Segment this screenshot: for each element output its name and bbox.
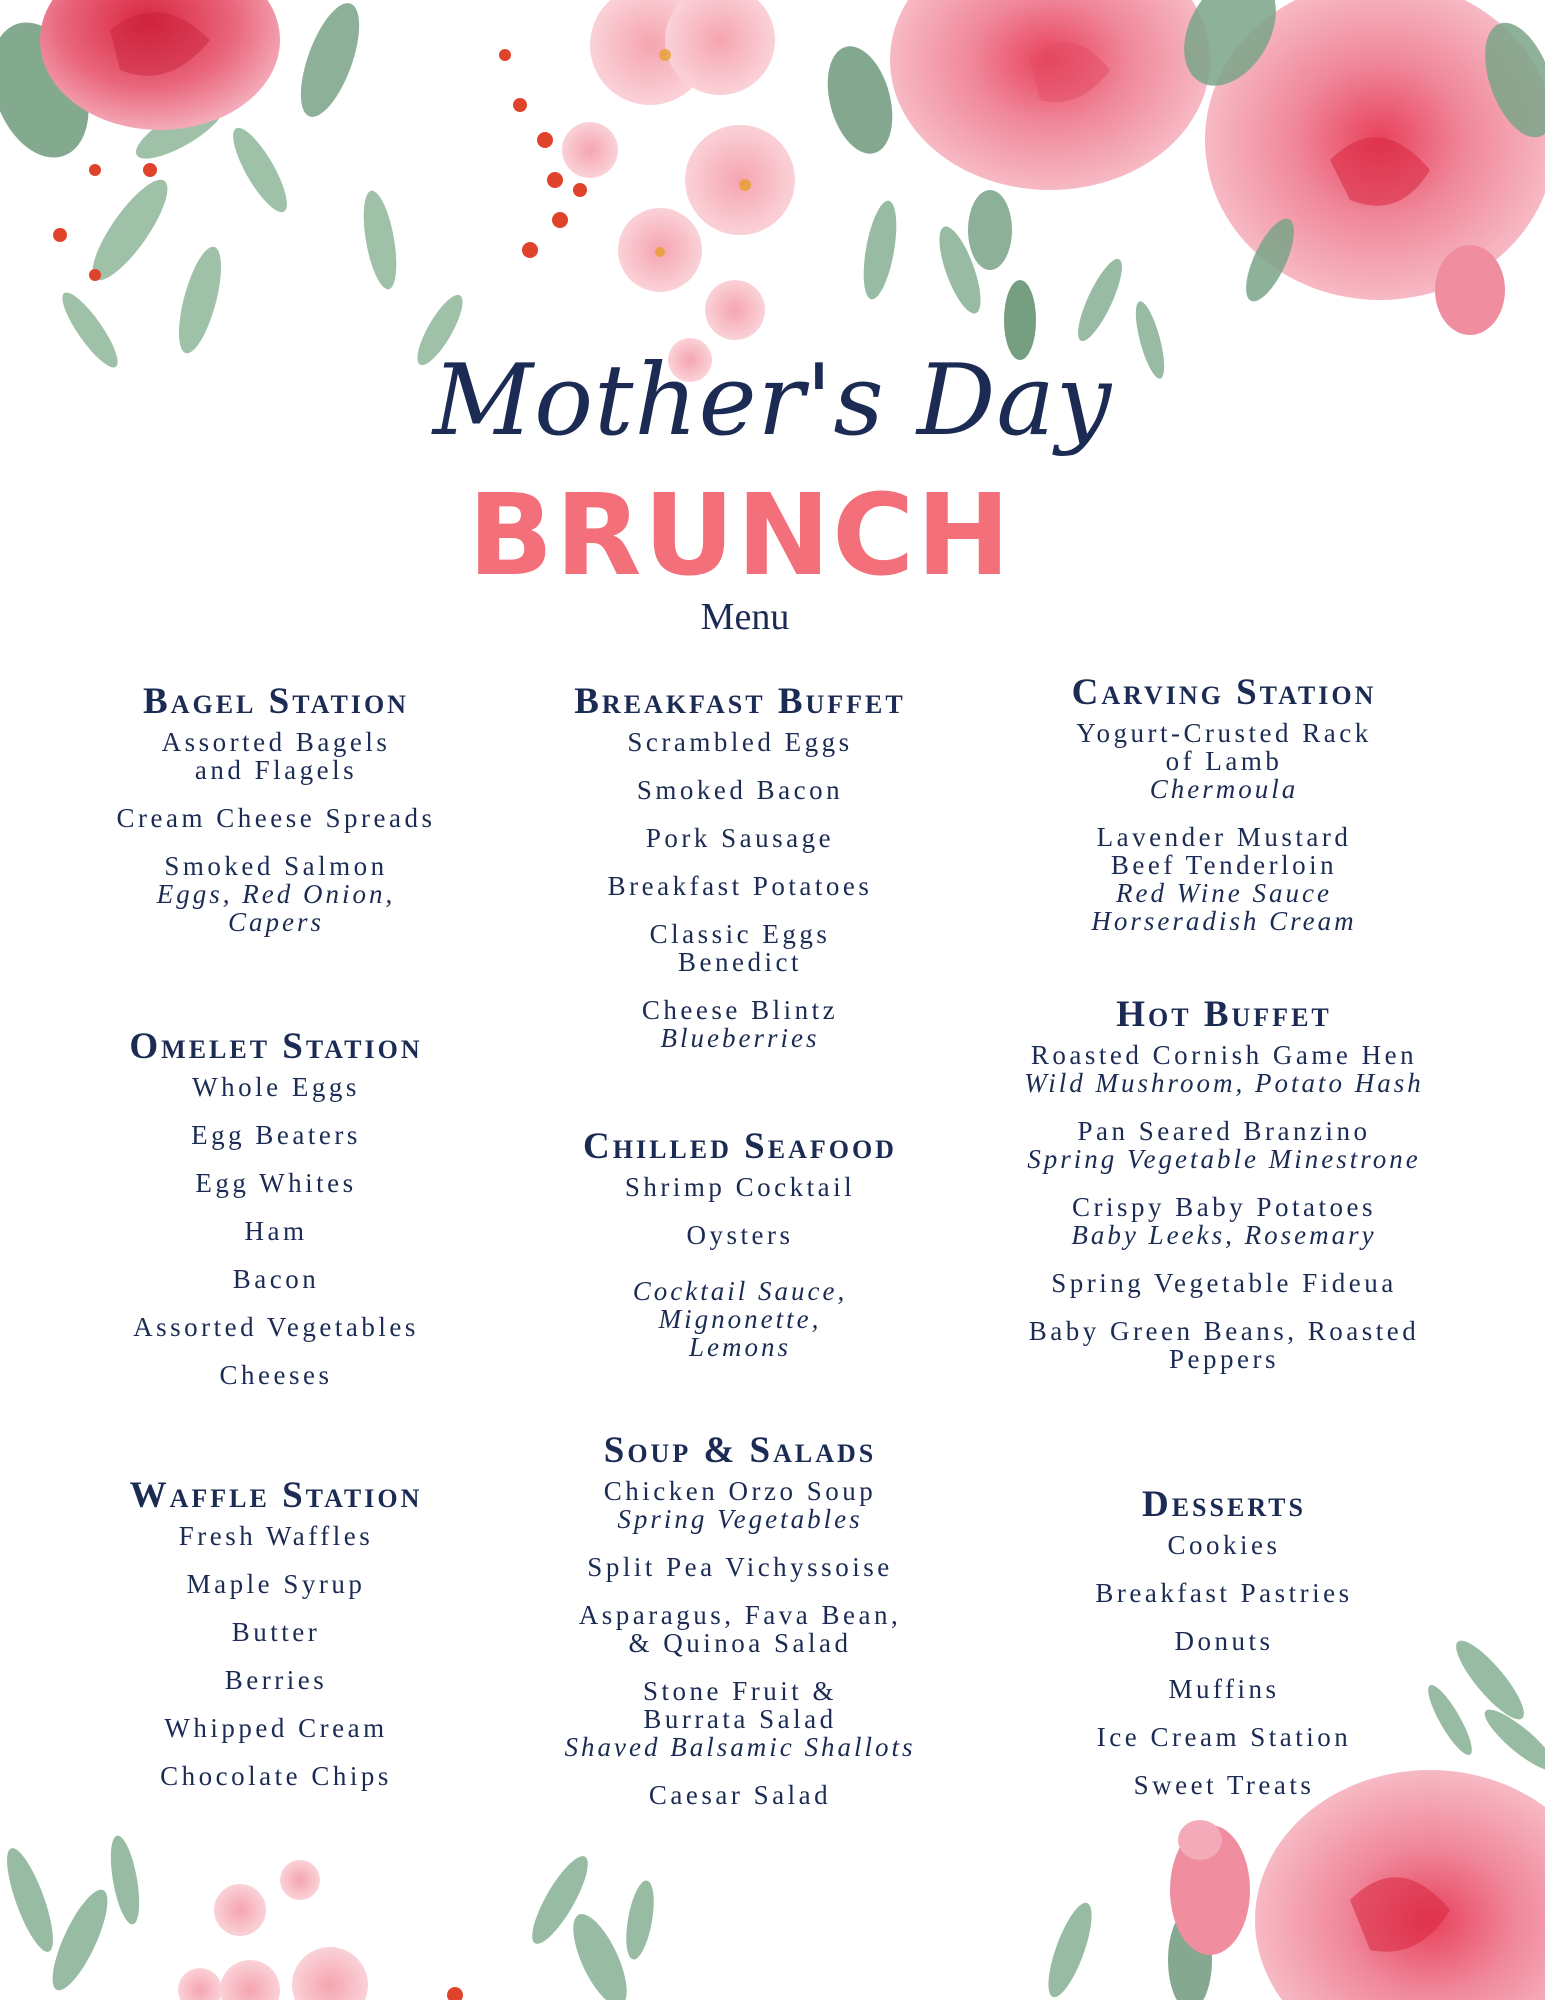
menu-item: Crispy Baby Potatoes Baby Leeks, Rosemary [1071, 1192, 1377, 1250]
menu-item: Assorted Vegetables [133, 1312, 419, 1342]
menu-item: Ice Cream Station [1096, 1722, 1352, 1752]
menu-item: Cheeses [219, 1360, 333, 1390]
section-carving-station [1004, 674, 1444, 955]
menu-item: Muffins [1168, 1674, 1280, 1704]
blossoms-top-center [562, 0, 795, 382]
menu-item: Assorted Bagels and Flagels [161, 727, 391, 785]
menu-item: Lavender Mustard Beef Tenderloin Red Wine Sauce Horseradish Cream [1091, 822, 1357, 936]
section-title: Waffle Station [129, 1475, 423, 1516]
menu-item: Stone Fruit & Burrata Salad Shaved Balsamic Shallots [564, 1676, 916, 1762]
blossoms-bottom-left [178, 1860, 368, 2000]
menu-item: Egg Whites [195, 1168, 357, 1198]
menu-item: Whole Eggs [192, 1072, 360, 1102]
section-waffle-station [56, 1477, 496, 1810]
menu-item: Fresh Waffles [178, 1521, 374, 1551]
menu-item: Chicken Orzo Soup Spring Vegetables [603, 1476, 877, 1534]
menu-item: Maple Syrup [186, 1569, 366, 1599]
menu-item: Scrambled Eggs [627, 727, 853, 757]
menu-item: Berries [224, 1665, 328, 1695]
menu-subtitle: Menu [700, 596, 790, 638]
script-title: Mother's Day [432, 344, 1113, 458]
menu-item: Butter [231, 1617, 321, 1647]
menu-item: Sweet Treats [1133, 1770, 1315, 1800]
menu-item: Cookies [1167, 1530, 1281, 1560]
section-title: Hot Buffet [1116, 994, 1332, 1035]
section-title: Chilled Seafood [583, 1126, 897, 1167]
menu-item: Classic Eggs Benedict [649, 919, 831, 977]
menu-item: Cheese Blintz Blueberries [641, 995, 839, 1053]
menu-item: Egg Beaters [191, 1120, 361, 1150]
main-title: BRUNCH [467, 471, 1013, 601]
menu-item: Donuts [1174, 1626, 1274, 1656]
menu-item: Smoked Bacon [636, 775, 844, 805]
section-title: Carving Station [1071, 672, 1377, 713]
section-title: Bagel Station [143, 681, 409, 722]
section-hot-buffet [1004, 996, 1444, 1393]
menu-item: Asparagus, Fava Bean, & Quinoa Salad [578, 1600, 902, 1658]
menu-item: Smoked Salmon Eggs, Red Onion, Capers [156, 851, 396, 937]
menu-item: Pan Seared Branzino Spring Vegetable Minestrone [1027, 1116, 1421, 1174]
menu-item: Split Pea Vichyssoise [587, 1552, 893, 1582]
menu-item: Breakfast Pastries [1095, 1578, 1353, 1608]
menu-item: Whipped Cream [164, 1713, 388, 1743]
menu-item: Roasted Cornish Game Hen Wild Mushroom, Potato Hash [1024, 1040, 1424, 1098]
menu-item: Baby Green Beans, Roasted Peppers [1028, 1316, 1420, 1374]
menu-item: Shrimp Cocktail [624, 1172, 856, 1202]
section-chilled-seafood [520, 1128, 960, 1381]
menu-item: Spring Vegetable Fideua [1051, 1268, 1397, 1298]
menu-item: Cream Cheese Spreads [116, 803, 436, 833]
menu-item: Chocolate Chips [160, 1761, 392, 1791]
section-soup-salads [520, 1432, 960, 1829]
menu-item: Ham [244, 1216, 308, 1246]
menu-item: Caesar Salad [648, 1780, 832, 1810]
section-title: Breakfast Buffet [574, 681, 906, 722]
section-breakfast-buffet [520, 683, 960, 1072]
menu-item: Breakfast Potatoes [607, 871, 873, 901]
menu-item: Bacon [232, 1264, 320, 1294]
section-title: Omelet Station [129, 1026, 423, 1067]
section-omelet-station [56, 1028, 496, 1409]
section-desserts [1004, 1486, 1444, 1819]
section-title: Soup & Salads [603, 1430, 877, 1471]
menu-item: Oysters [686, 1220, 794, 1250]
menu-item: Yogurt-Crusted Rack of Lamb Chermoula [1076, 718, 1372, 804]
menu-item: Pork Sausage [645, 823, 835, 853]
section-bagel-station [56, 683, 496, 956]
section-title: Desserts [1142, 1484, 1306, 1525]
menu-item: Cocktail Sauce, Mignonette, Lemons [632, 1276, 848, 1362]
